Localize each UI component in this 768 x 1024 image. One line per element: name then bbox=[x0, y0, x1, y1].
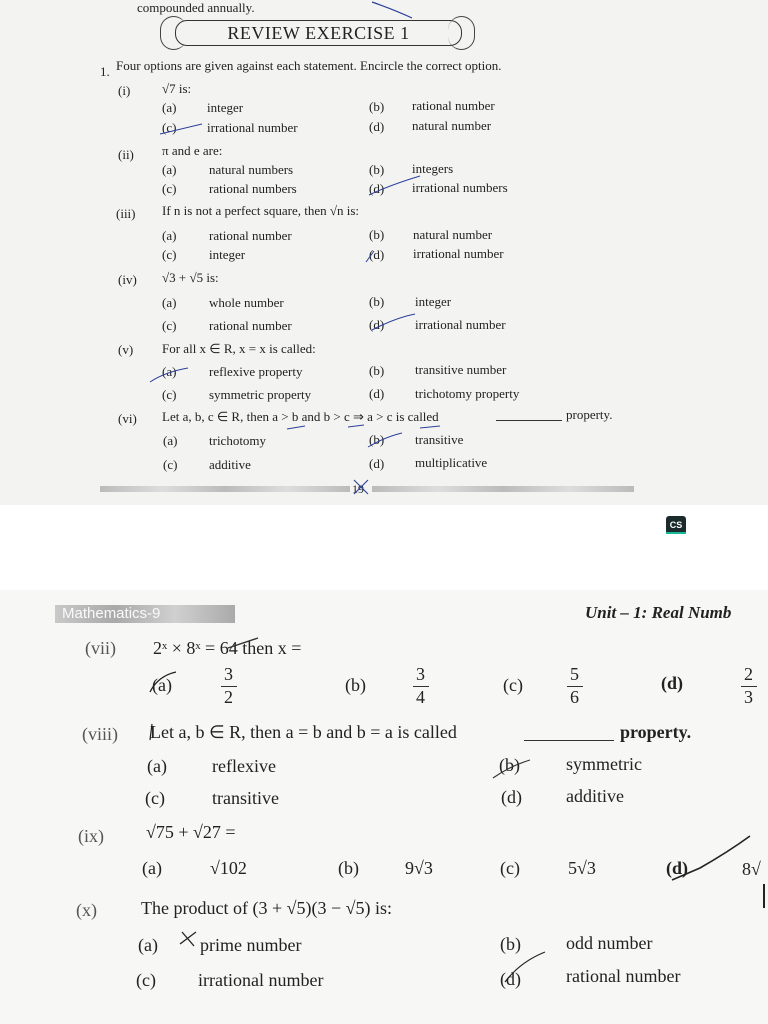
option-letter: (a) bbox=[163, 433, 178, 448]
option-letter: (c) bbox=[136, 970, 156, 990]
option-text: transitive bbox=[415, 432, 464, 447]
option-letter: (b) bbox=[499, 755, 520, 775]
item-stem: For all x ∈ R, x = x is called: bbox=[162, 341, 316, 356]
option-letter: (b) bbox=[338, 858, 359, 878]
option-letter: (d) bbox=[369, 456, 385, 471]
option-text: trichotomy property bbox=[415, 386, 520, 401]
item-stem: The product of (3 + √5)(3 − √5) is: bbox=[141, 898, 393, 918]
option-letter: (c) bbox=[503, 675, 523, 695]
fraction-denominator: 2 bbox=[224, 687, 233, 707]
option-text: reflexive property bbox=[209, 364, 303, 379]
item-number: (iii) bbox=[116, 206, 136, 221]
header-right: Unit – 1: Real Numb bbox=[585, 603, 732, 622]
option-letter: (d) bbox=[500, 969, 521, 989]
option-letter: (d) bbox=[369, 247, 385, 262]
option-text: transitive bbox=[212, 788, 279, 808]
option-text: multiplicative bbox=[415, 455, 488, 470]
item-stem: Let a, b, c ∈ R, then a > b and b > c ⇒ a > c is called bbox=[162, 409, 439, 424]
option-letter: (a) bbox=[162, 295, 177, 310]
option-letter: (a) bbox=[162, 100, 177, 115]
option-letter: (a) bbox=[162, 228, 177, 243]
option-letter: (b) bbox=[369, 99, 385, 114]
option-text: rational numbers bbox=[209, 181, 297, 196]
option-text: natural number bbox=[412, 118, 492, 133]
item-stem: Let a, b ∈ R, then a = b and b = a is called bbox=[150, 722, 457, 742]
option-text: natural number bbox=[413, 227, 493, 242]
item-number: (x) bbox=[76, 900, 97, 920]
option-text: transitive number bbox=[415, 362, 507, 377]
option-letter: (d) bbox=[369, 317, 385, 332]
option-text: whole number bbox=[209, 295, 284, 310]
handwritten-marks-lower bbox=[0, 590, 768, 1024]
review-exercise-title: REVIEW EXERCISE 1 bbox=[175, 20, 462, 46]
item-tail: property. bbox=[566, 407, 613, 422]
option-letter: (c) bbox=[163, 457, 178, 472]
item-stem: √7 is: bbox=[162, 81, 192, 96]
option-text: trichotomy bbox=[209, 433, 267, 448]
option-letter: (b) bbox=[369, 363, 385, 378]
option-text: 9√3 bbox=[405, 858, 433, 878]
top-line: compounded annually. bbox=[137, 0, 255, 15]
option-letter: (c) bbox=[162, 247, 177, 262]
option-text: irrational number bbox=[413, 246, 504, 261]
option-text: integer bbox=[207, 100, 244, 115]
option-letter: (a) bbox=[152, 675, 172, 695]
option-text: odd number bbox=[566, 933, 653, 953]
item-number: (vii) bbox=[85, 638, 116, 658]
item-number: (iv) bbox=[118, 272, 137, 287]
item-stem: 2ˣ × 8ˣ = 64 then x = bbox=[153, 638, 302, 658]
option-text: irrational number bbox=[198, 970, 324, 990]
option-text: irrational number bbox=[415, 317, 506, 332]
option-text: irrational numbers bbox=[412, 180, 508, 195]
option-letter: (c) bbox=[500, 858, 520, 878]
option-letter: (a) bbox=[138, 935, 158, 955]
option-letter: (a) bbox=[147, 756, 167, 776]
item-number: (viii) bbox=[82, 724, 118, 744]
item-number: (ii) bbox=[118, 147, 134, 162]
camscanner-badge: CS bbox=[666, 516, 686, 534]
option-text: natural numbers bbox=[209, 162, 294, 177]
option-letter: (b) bbox=[369, 294, 385, 309]
option-text: rational number bbox=[209, 318, 292, 333]
option-letter: (d) bbox=[661, 673, 683, 693]
item-stem: √75 + √27 = bbox=[146, 822, 236, 842]
option-text: √102 bbox=[210, 858, 247, 878]
option-text: additive bbox=[209, 457, 251, 472]
option-text: reflexive bbox=[212, 756, 276, 776]
option-text: integers bbox=[412, 161, 454, 176]
option-text: rational number bbox=[566, 966, 681, 986]
instruction-text: Four options are given against each statement. Encircle the correct option. bbox=[116, 58, 502, 73]
option-letter: (b) bbox=[500, 934, 521, 954]
header-left: Mathematics-9 bbox=[62, 605, 161, 622]
fraction-numerator: 2 bbox=[744, 664, 753, 684]
option-letter: (c) bbox=[162, 120, 177, 135]
handwritten-marks-upper bbox=[0, 0, 768, 505]
option-text: integer bbox=[209, 247, 246, 262]
option-letter: (a) bbox=[142, 858, 162, 878]
option-text: additive bbox=[566, 786, 624, 806]
item-stem: If n is not a perfect square, then √n is: bbox=[162, 203, 360, 218]
option-letter: (b) bbox=[345, 675, 366, 695]
question-number: 1. bbox=[100, 64, 110, 79]
option-letter: (d) bbox=[369, 386, 385, 401]
option-text: 5√3 bbox=[568, 858, 596, 878]
option-text: integer bbox=[415, 294, 452, 309]
option-letter: (c) bbox=[145, 788, 165, 808]
option-text: 8√ bbox=[742, 859, 761, 879]
option-letter: (c) bbox=[162, 318, 177, 333]
fraction-numerator: 3 bbox=[416, 664, 425, 684]
option-letter: (a) bbox=[162, 162, 177, 177]
fraction-denominator: 3 bbox=[744, 687, 753, 707]
item-stem: π and e are: bbox=[162, 143, 223, 158]
option-letter: (d) bbox=[369, 181, 385, 196]
option-letter: (d) bbox=[369, 119, 385, 134]
option-letter: (a) bbox=[162, 364, 177, 379]
option-letter: (b) bbox=[369, 227, 385, 242]
option-letter: (b) bbox=[369, 162, 385, 177]
item-stem: √3 + √5 is: bbox=[162, 270, 219, 285]
item-number: (v) bbox=[118, 342, 134, 357]
option-letter: (b) bbox=[369, 432, 385, 447]
page-number: 19 bbox=[352, 482, 364, 496]
option-text: rational number bbox=[209, 228, 292, 243]
option-text: irrational number bbox=[207, 120, 298, 135]
item-number: (i) bbox=[118, 83, 131, 98]
option-text: rational number bbox=[412, 98, 495, 113]
fraction-numerator: 3 bbox=[224, 664, 233, 684]
option-letter: (d) bbox=[666, 858, 688, 878]
option-text: symmetric bbox=[566, 754, 642, 774]
option-text: prime number bbox=[200, 935, 302, 955]
item-number: (vi) bbox=[118, 411, 137, 426]
fraction-denominator: 4 bbox=[416, 687, 425, 707]
fraction-numerator: 5 bbox=[570, 664, 579, 684]
option-letter: (c) bbox=[162, 181, 177, 196]
fraction-denominator: 6 bbox=[570, 687, 579, 707]
option-text: symmetric property bbox=[209, 387, 312, 402]
option-letter: (c) bbox=[162, 387, 177, 402]
item-number: (ix) bbox=[78, 826, 104, 846]
item-tail: property. bbox=[620, 722, 692, 742]
option-letter: (d) bbox=[501, 787, 522, 807]
